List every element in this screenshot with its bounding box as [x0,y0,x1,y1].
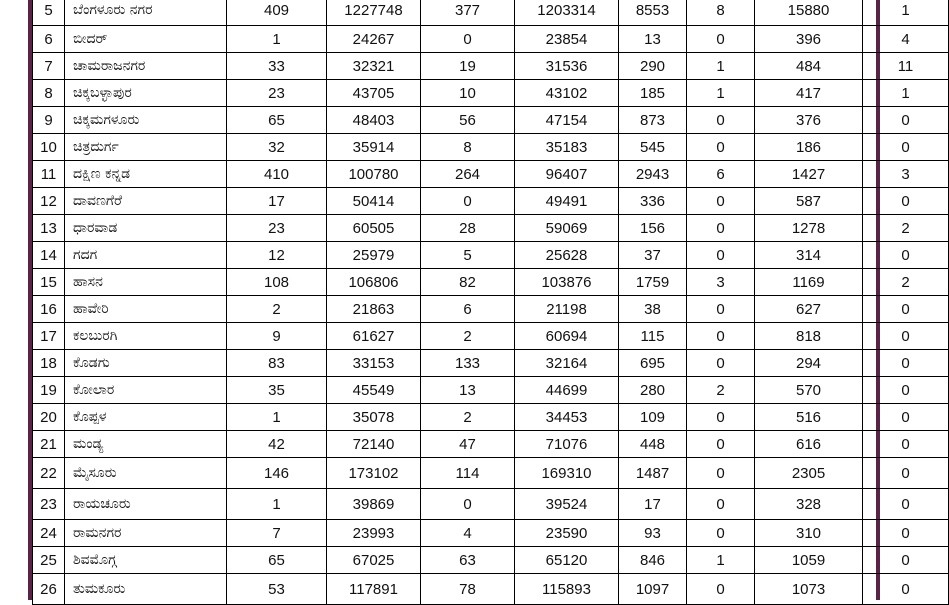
col-3-cell: 17 [227,188,327,215]
col-4-cell: 35914 [327,134,421,161]
row-number-cell: 9 [33,107,65,134]
col-9-cell: 2305 [755,458,863,489]
table-row [33,53,949,80]
col-8-cell: 8 [687,0,755,26]
table-row [33,107,949,134]
row-number-cell: 12 [33,188,65,215]
col-5-cell: 264 [421,161,515,188]
col-10-cell: 0 [863,350,949,377]
col-4-cell: 43705 [327,80,421,107]
col-6-cell: 34453 [515,404,619,431]
col-3-cell: 146 [227,458,327,489]
col-7-cell: 17 [619,489,687,520]
col-4-cell: 72140 [327,431,421,458]
district-name-cell: ಗದಗ [65,242,227,269]
row-number-cell: 18 [33,350,65,377]
col-8-cell: 0 [687,323,755,350]
col-7-cell: 185 [619,80,687,107]
district-name-cell: ತುಮಕೂರು [65,574,227,605]
col-5-cell: 377 [421,0,515,26]
col-9-cell: 616 [755,431,863,458]
district-name-cell: ಚಿಕ್ಕಮಗಳೂರು [65,107,227,134]
col-4-cell: 48403 [327,107,421,134]
col-6-cell: 25628 [515,242,619,269]
col-10-cell: 0 [863,296,949,323]
col-5-cell: 0 [421,188,515,215]
col-9-cell: 1073 [755,574,863,605]
district-table [32,0,949,605]
col-9-cell: 1278 [755,215,863,242]
table-row [33,269,949,296]
col-10-cell: 0 [863,107,949,134]
col-3-cell: 108 [227,269,327,296]
col-5-cell: 63 [421,547,515,574]
district-name-cell: ಮಂಡ್ಯ [65,431,227,458]
row-number-cell: 13 [33,215,65,242]
row-number-cell: 22 [33,458,65,489]
col-6-cell: 35183 [515,134,619,161]
col-9-cell: 396 [755,26,863,53]
col-8-cell: 0 [687,107,755,134]
col-8-cell: 1 [687,547,755,574]
col-7-cell: 290 [619,53,687,80]
col-3-cell: 1 [227,489,327,520]
table-row [33,242,949,269]
row-number-cell: 19 [33,377,65,404]
table-row [33,377,949,404]
col-5-cell: 78 [421,574,515,605]
col-4-cell: 60505 [327,215,421,242]
col-10-cell: 0 [863,520,949,547]
district-name-cell: ರಾಯಚೂರು [65,489,227,520]
col-3-cell: 53 [227,574,327,605]
district-name-cell: ಶಿವಮೊಗ್ಗ [65,547,227,574]
row-number-cell: 5 [33,0,65,26]
col-5-cell: 133 [421,350,515,377]
col-8-cell: 3 [687,269,755,296]
col-9-cell: 818 [755,323,863,350]
col-8-cell: 0 [687,404,755,431]
col-4-cell: 173102 [327,458,421,489]
row-number-cell: 24 [33,520,65,547]
col-9-cell: 314 [755,242,863,269]
col-3-cell: 23 [227,80,327,107]
col-6-cell: 21198 [515,296,619,323]
col-10-cell: 3 [863,161,949,188]
table-row [33,404,949,431]
col-7-cell: 115 [619,323,687,350]
col-3-cell: 23 [227,215,327,242]
col-9-cell: 417 [755,80,863,107]
col-5-cell: 0 [421,26,515,53]
table-row [33,431,949,458]
col-6-cell: 1203314 [515,0,619,26]
col-7-cell: 93 [619,520,687,547]
col-3-cell: 65 [227,547,327,574]
col-4-cell: 1227748 [327,0,421,26]
col-3-cell: 83 [227,350,327,377]
col-7-cell: 280 [619,377,687,404]
col-9-cell: 310 [755,520,863,547]
col-10-cell: 0 [863,134,949,161]
col-5-cell: 56 [421,107,515,134]
row-number-cell: 6 [33,26,65,53]
col-3-cell: 33 [227,53,327,80]
col-3-cell: 32 [227,134,327,161]
page-margin [0,0,28,600]
col-10-cell: 11 [863,53,949,80]
col-4-cell: 32321 [327,53,421,80]
col-10-cell: 0 [863,404,949,431]
district-name-cell: ಕೊಪ್ಪಳ [65,404,227,431]
col-3-cell: 35 [227,377,327,404]
district-name-cell: ಹಾವೇರಿ [65,296,227,323]
col-4-cell: 67025 [327,547,421,574]
col-8-cell: 0 [687,350,755,377]
col-5-cell: 47 [421,431,515,458]
col-10-cell: 2 [863,215,949,242]
row-number-cell: 16 [33,296,65,323]
col-4-cell: 39869 [327,489,421,520]
col-7-cell: 38 [619,296,687,323]
col-6-cell: 32164 [515,350,619,377]
col-7-cell: 1487 [619,458,687,489]
col-9-cell: 570 [755,377,863,404]
col-3-cell: 409 [227,0,327,26]
col-9-cell: 294 [755,350,863,377]
col-9-cell: 1427 [755,161,863,188]
district-name-cell: ಚಿಕ್ಕಬಳ್ಳಾಪುರ [65,80,227,107]
table-row [33,188,949,215]
col-5-cell: 2 [421,323,515,350]
col-8-cell: 0 [687,188,755,215]
col-4-cell: 106806 [327,269,421,296]
district-name-cell: ಚಾಮರಾಜನಗರ [65,53,227,80]
col-8-cell: 0 [687,242,755,269]
district-name-cell: ಚಿತ್ರದುರ್ಗ [65,134,227,161]
col-6-cell: 59069 [515,215,619,242]
col-7-cell: 13 [619,26,687,53]
table-row [33,520,949,547]
col-4-cell: 50414 [327,188,421,215]
district-name-cell: ಮೈಸೂರು [65,458,227,489]
col-9-cell: 516 [755,404,863,431]
table-row [33,574,949,605]
col-8-cell: 0 [687,26,755,53]
col-3-cell: 65 [227,107,327,134]
col-10-cell: 4 [863,26,949,53]
table-row [33,26,949,53]
col-8-cell: 6 [687,161,755,188]
col-4-cell: 23993 [327,520,421,547]
col-9-cell: 186 [755,134,863,161]
table-row [33,296,949,323]
table-row [33,489,949,520]
col-10-cell: 0 [863,242,949,269]
col-4-cell: 35078 [327,404,421,431]
col-8-cell: 0 [687,574,755,605]
col-3-cell: 1 [227,404,327,431]
col-6-cell: 39524 [515,489,619,520]
table-row [33,0,949,26]
col-8-cell: 0 [687,134,755,161]
row-number-cell: 10 [33,134,65,161]
row-number-cell: 14 [33,242,65,269]
row-number-cell: 23 [33,489,65,520]
col-4-cell: 117891 [327,574,421,605]
col-5-cell: 114 [421,458,515,489]
col-9-cell: 587 [755,188,863,215]
table-row [33,80,949,107]
col-3-cell: 12 [227,242,327,269]
col-5-cell: 2 [421,404,515,431]
district-name-cell: ಧಾರವಾಡ [65,215,227,242]
col-9-cell: 484 [755,53,863,80]
table-row [33,161,949,188]
col-3-cell: 410 [227,161,327,188]
col-6-cell: 115893 [515,574,619,605]
col-7-cell: 336 [619,188,687,215]
col-8-cell: 0 [687,215,755,242]
col-8-cell: 1 [687,53,755,80]
row-number-cell: 7 [33,53,65,80]
table-row [33,547,949,574]
col-7-cell: 109 [619,404,687,431]
col-7-cell: 873 [619,107,687,134]
col-5-cell: 28 [421,215,515,242]
col-6-cell: 96407 [515,161,619,188]
col-8-cell: 0 [687,431,755,458]
col-7-cell: 846 [619,547,687,574]
col-9-cell: 376 [755,107,863,134]
table-row [33,323,949,350]
district-table-container [32,0,914,600]
col-10-cell: 2 [863,269,949,296]
col-6-cell: 43102 [515,80,619,107]
col-3-cell: 9 [227,323,327,350]
col-6-cell: 47154 [515,107,619,134]
col-4-cell: 33153 [327,350,421,377]
row-number-cell: 15 [33,269,65,296]
district-name-cell: ಕಲಬುರಗಿ [65,323,227,350]
col-7-cell: 545 [619,134,687,161]
district-table-body [33,0,949,605]
col-10-cell: 0 [863,458,949,489]
col-6-cell: 23854 [515,26,619,53]
row-number-cell: 26 [33,574,65,605]
col-8-cell: 1 [687,80,755,107]
col-9-cell: 1169 [755,269,863,296]
col-9-cell: 328 [755,489,863,520]
row-number-cell: 8 [33,80,65,107]
col-4-cell: 100780 [327,161,421,188]
col-6-cell: 44699 [515,377,619,404]
col-5-cell: 6 [421,296,515,323]
col-6-cell: 71076 [515,431,619,458]
col-5-cell: 8 [421,134,515,161]
col-9-cell: 1059 [755,547,863,574]
col-3-cell: 42 [227,431,327,458]
col-3-cell: 1 [227,26,327,53]
col-8-cell: 2 [687,377,755,404]
col-5-cell: 13 [421,377,515,404]
col-6-cell: 23590 [515,520,619,547]
col-9-cell: 15880 [755,0,863,26]
district-name-cell: ರಾಮನಗರ [65,520,227,547]
col-8-cell: 0 [687,458,755,489]
district-name-cell: ಬೀದರ್ [65,26,227,53]
col-9-cell: 627 [755,296,863,323]
col-3-cell: 2 [227,296,327,323]
col-7-cell: 695 [619,350,687,377]
col-7-cell: 2943 [619,161,687,188]
district-name-cell: ಹಾಸನ [65,269,227,296]
col-5-cell: 0 [421,489,515,520]
row-number-cell: 17 [33,323,65,350]
col-5-cell: 4 [421,520,515,547]
col-5-cell: 19 [421,53,515,80]
col-10-cell: 0 [863,188,949,215]
col-8-cell: 0 [687,296,755,323]
district-name-cell: ಕೊಡಗು [65,350,227,377]
col-5-cell: 82 [421,269,515,296]
col-6-cell: 49491 [515,188,619,215]
row-number-cell: 25 [33,547,65,574]
col-6-cell: 31536 [515,53,619,80]
col-10-cell: 0 [863,377,949,404]
col-10-cell: 1 [863,80,949,107]
col-4-cell: 25979 [327,242,421,269]
col-7-cell: 8553 [619,0,687,26]
district-name-cell: ದಾವಣಗೆರೆ [65,188,227,215]
table-row [33,215,949,242]
col-7-cell: 156 [619,215,687,242]
district-name-cell: ದಕ್ಷಿಣ ಕನ್ನಡ [65,161,227,188]
col-6-cell: 169310 [515,458,619,489]
col-6-cell: 65120 [515,547,619,574]
col-8-cell: 0 [687,489,755,520]
col-3-cell: 7 [227,520,327,547]
col-5-cell: 10 [421,80,515,107]
col-10-cell: 1 [863,0,949,26]
col-7-cell: 448 [619,431,687,458]
col-5-cell: 5 [421,242,515,269]
col-10-cell: 0 [863,489,949,520]
row-number-cell: 21 [33,431,65,458]
table-row [33,350,949,377]
row-number-cell: 11 [33,161,65,188]
col-7-cell: 37 [619,242,687,269]
col-6-cell: 103876 [515,269,619,296]
col-4-cell: 21863 [327,296,421,323]
col-7-cell: 1097 [619,574,687,605]
col-10-cell: 0 [863,323,949,350]
table-row [33,134,949,161]
col-10-cell: 0 [863,574,949,605]
col-4-cell: 61627 [327,323,421,350]
col-10-cell: 0 [863,547,949,574]
row-number-cell: 20 [33,404,65,431]
col-6-cell: 60694 [515,323,619,350]
col-8-cell: 0 [687,520,755,547]
col-4-cell: 24267 [327,26,421,53]
table-row [33,458,949,489]
col-10-cell: 0 [863,431,949,458]
district-name-cell: ಕೋಲಾರ [65,377,227,404]
col-7-cell: 1759 [619,269,687,296]
district-name-cell: ಬೆಂಗಳೂರು ನಗರ [65,0,227,26]
col-4-cell: 45549 [327,377,421,404]
